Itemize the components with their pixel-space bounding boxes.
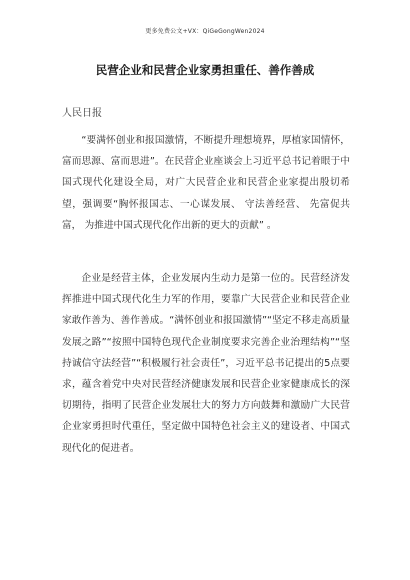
header-note: 更多免费公文+VX：QiGeGongWen2024 [145, 28, 265, 35]
page-title: 民营企业和民营企业家勇担重任、善作善成 [95, 63, 315, 77]
paragraph-1: “要满怀创业和报国激情，不断提升理想境界，厚植家国情怀，富而思源、富而思进”。在民营企业座谈会上习近平总书记着眼于中国式现代化建设全局，对广大民营企业和民营企业家提出殷切希望，强调要“胸怀报国志、一心谋发展、 守法善经营、 先富促共富， 为推进中国式现代化作出新的更大的贡献” 。 [62, 135, 350, 231]
paragraph-2: 企业是经营主体，企业发展内生动力是第一位的。民营经济发挥推进中国式现代化生力军的作用，要靠广大民营企业和民营企业家敢作善为、善作善成。“满怀创业和报国激情”“坚定不移走高质量发展之路”“按照中国特色现代企业制度要求完善企业治理结构”“坚持诚信守法经营”“积极履行社会责任”，习近平总书记提出的5点要求，蕴含着党中央对民营经济健康发展和民营企业家健康成长的深切期待，指明了民营企业发展壮大的努力方向鼓舞和激励广大民营企业家勇担时代重任，坚定做中国特色社会主义的建设者、中国式现代化的促进者。 [62, 273, 350, 454]
source-label: 人民日报 [62, 108, 102, 119]
